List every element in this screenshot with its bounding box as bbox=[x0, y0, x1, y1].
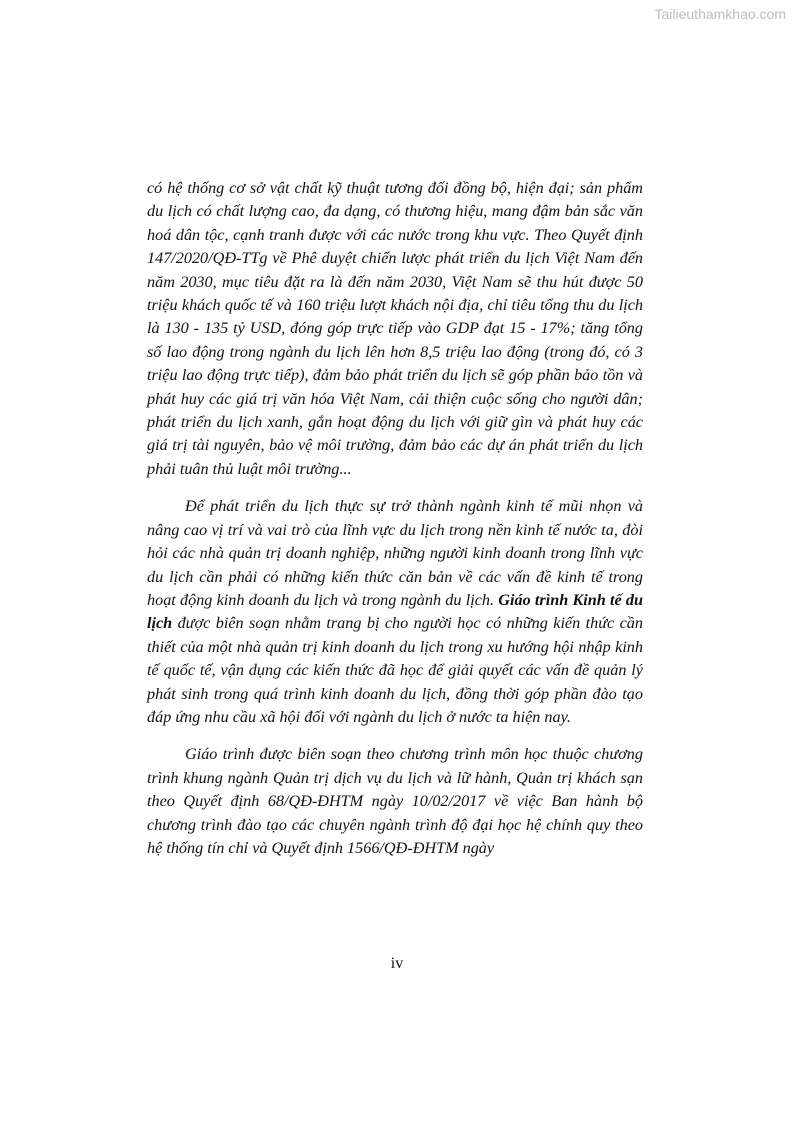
page-number: iv bbox=[390, 955, 404, 972]
paragraph-3-text: Giáo trình được biên soạn theo chương trình môn học thuộc chương trình khung ngành Quản trị dịch vụ du lịch và lữ hành, Quản trị khách sạn theo Quyết định 68/QĐ-ĐHTM ngày 10/02/2017 về việc Ban hành bộ chương trình đào tạo các chuyên ngành trình độ đại học hệ chính quy theo hệ thống tín chỉ và Quyết định 1566/QĐ-ĐHTM ngày bbox=[147, 745, 643, 857]
watermark: Tailieuthamkhao.com bbox=[654, 6, 786, 22]
book-title-bold: Giáo trình Kinh tế du lịch bbox=[147, 590, 643, 633]
paragraph-1 bbox=[147, 177, 643, 481]
paragraph-2-text-start: Để phát triển du lịch thực sự trở thành ngành kinh tế mũi nhọn và nâng cao vị trí và vai trò của lĩnh vực du lịch trong nền kinh tế nước ta, đòi hỏi các nhà quản trị doanh nghiệp, những người kinh doanh trong lĩnh vực du lịch cần phải có những kiến thức căn bản về các vấn đề kinh tế trong hoạt động kinh doanh du lịch và trong ngành du lịch. bbox=[147, 497, 643, 609]
paragraph-2-text-end: được biên soạn nhằm trang bị cho người học có những kiến thức cần thiết của một nhà quản trị kinh doanh du lịch trong xu hướng hội nhập kinh tế quốc tế, vận dụng các kiến thức đã học để giải quyết các vấn đề quản lý phát sinh trong quá trình kinh doanh du lịch, đồng thời góp phần đào tạo đáp ứng nhu cầu xã hội đối với ngành du lịch ở nước ta hiện nay. bbox=[147, 614, 643, 726]
paragraph-2 bbox=[147, 495, 643, 729]
paragraph-3 bbox=[147, 743, 643, 860]
document-body bbox=[147, 177, 643, 860]
paragraph-1-text: có hệ thống cơ sở vật chất kỹ thuật tương đối đồng bộ, hiện đại; sản phẩm du lịch có chất lượng cao, đa dạng, có thương hiệu, mang đậm bản sắc văn hoá dân tộc, cạnh tranh được với các nước trong khu vực. Theo Quyết định 147/2020/QĐ-TTg về Phê duyệt chiến lược phát triển du lịch Việt Nam đến năm 2030, mục tiêu đặt ra là đến năm 2030, Việt Nam sẽ thu hút được 50 triệu khách quốc tế và 160 triệu lượt khách nội địa, chỉ tiêu tổng thu du lịch là 130 - 135 tỷ USD, đóng góp trực tiếp vào GDP đạt 15 - 17%; tăng tổng số lao động trong ngành du lịch lên hơn 8,5 triệu lao động (trong đó, có 3 triệu lao động trực tiếp), đảm bảo phát triển du lịch sẽ góp phần bảo tồn và phát huy các giá trị văn hóa Việt Nam, cải thiện cuộc sống cho người dân; phát triển du lịch xanh, gắn hoạt động du lịch với giữ gìn và phát huy các giá trị tài nguyên, bảo vệ môi trường, đảm bảo các dự án phát triển du lịch phải tuân thủ luật môi trường... bbox=[147, 179, 643, 478]
